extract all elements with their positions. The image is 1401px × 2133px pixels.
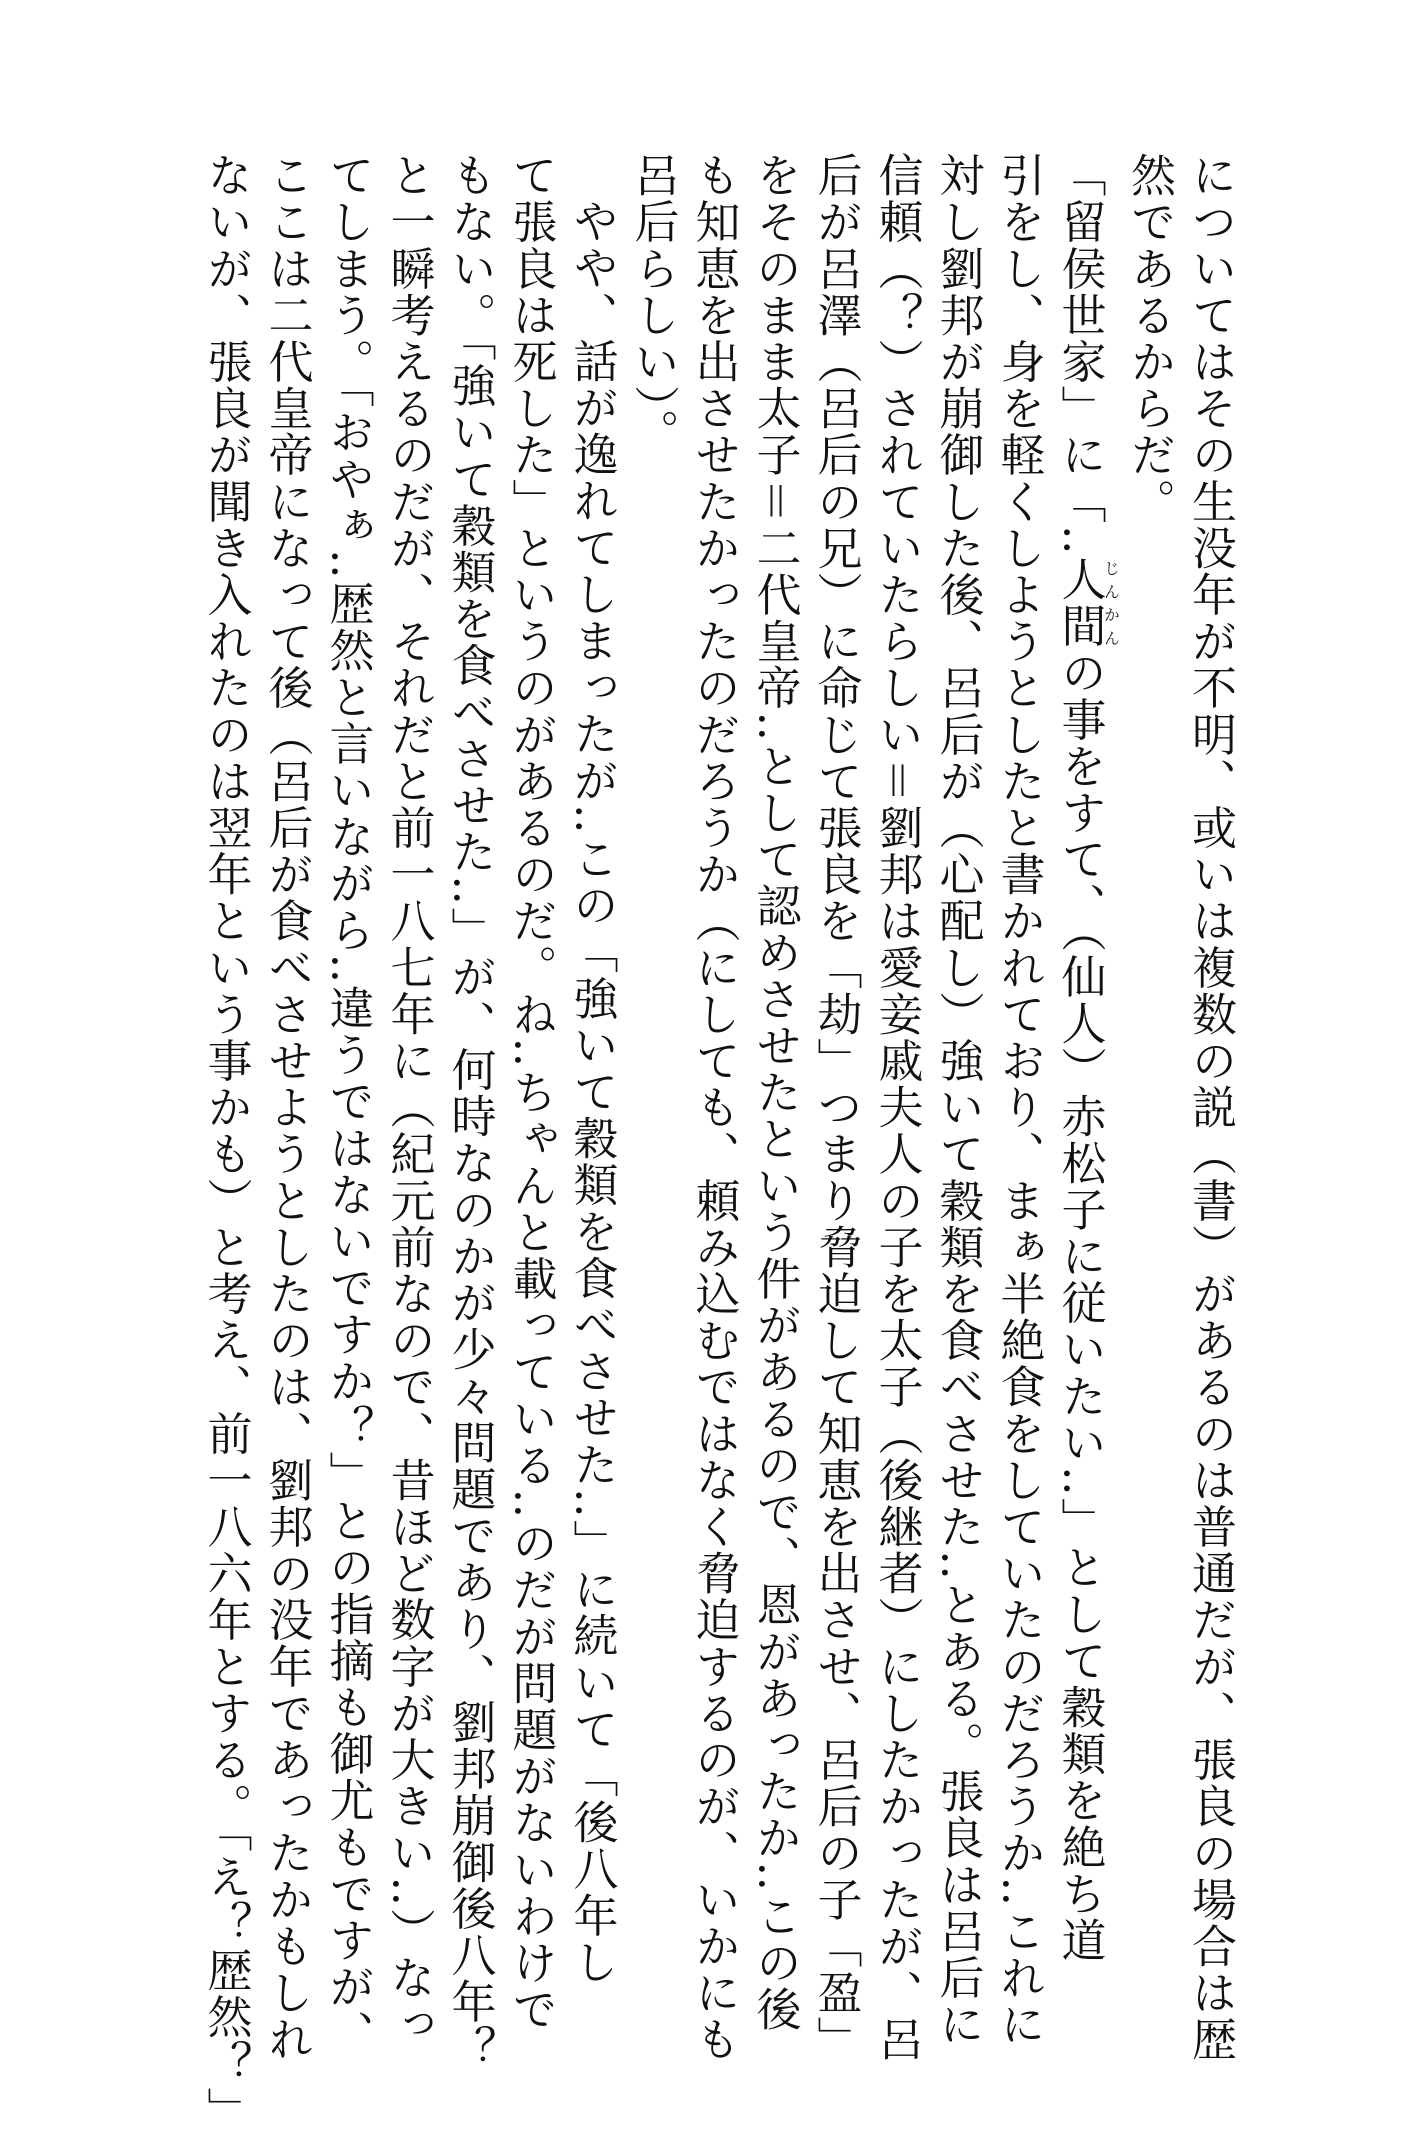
text-column-1: についてはその生没年が不明、或いは複数の説（書）があるのは普通だが、張良の場合は歴 (1184, 152, 1237, 2063)
text-column-6: 信頼（？）されていたらしい＝劉邦は愛妾戚夫人の子を太子（後継者）にしたかったが、呂 (870, 152, 924, 2063)
vertical-text-body (196, 152, 1242, 2133)
text-column-15: てしまう。「おやぁ‥歴然と言いながら‥違うではないですか？」との指摘も御尤もですが、 (321, 152, 375, 2057)
text-column-9: も知恵を出させたかったのだろうか（にしても、頼み込むではなく脅迫するのが、いかにも (687, 152, 741, 2063)
text-column-13: もない。「強いて穀類を食べさせた‥」が、何時なのかが少々問題であり、劉邦崩御後八年？ (443, 152, 497, 2072)
text-segment: 「留侯世家」に「‥ (1053, 152, 1107, 557)
text-column-2: 然であるからだ。 (1123, 152, 1176, 525)
text-column-17: ないが、張良が聞き入れたのは翌年という事かも）と考え、前一八六年とする。「え？歴然？」 (199, 152, 253, 2133)
text-column-8: をそのまま太子＝二代皇帝‥として認めさせたという件があるので、恩があったか‥この後 (748, 152, 802, 2033)
ruby-base: 人間 (1053, 556, 1107, 650)
text-column-3 (1050, 152, 1121, 1964)
text-column-10: 呂后らしい）。 (626, 152, 680, 456)
text-column-14: と一瞬考えるのだが、それだと前一八七年に（紀元前なので、昔ほど数字が大きい‥）なっ (382, 152, 436, 2048)
text-column-12: て張良は死した」というのがあるのだ。ね‥ちゃんと載っている‥のだが問題がないわけで (504, 152, 558, 2033)
text-column-5: 対し劉邦が崩御した後、呂后が（心配し）強いて穀類を食べさせた‥とある。張良は呂后に (931, 152, 985, 2048)
text-column-16: ここは二代皇帝になって後（呂后が食べさせようとしたのは、劉邦の没年であったかもしれ (260, 152, 314, 2063)
ruby-reading: じんかん (1101, 556, 1121, 650)
text-column-11: やや、話が逸れてしまったが‥この「強いて穀類を食べさせた‥」に続いて「後八年し (565, 198, 619, 1986)
ruby-annotation (1053, 556, 1121, 650)
text-column-4: 引をし、身を軽くしようとしたと書かれており、まぁ半絶食をしていたのだろうか‥これに (992, 152, 1046, 2048)
text-column-7: 后が呂澤（呂后の兄）に命じて張良を「劫」つまり脅迫して知恵を出させ、呂后の子「盈」 (809, 152, 863, 2063)
text-segment: の事をすて、（仙人）赤松子に従いたい‥」として穀類を絶ち道 (1053, 649, 1107, 1964)
